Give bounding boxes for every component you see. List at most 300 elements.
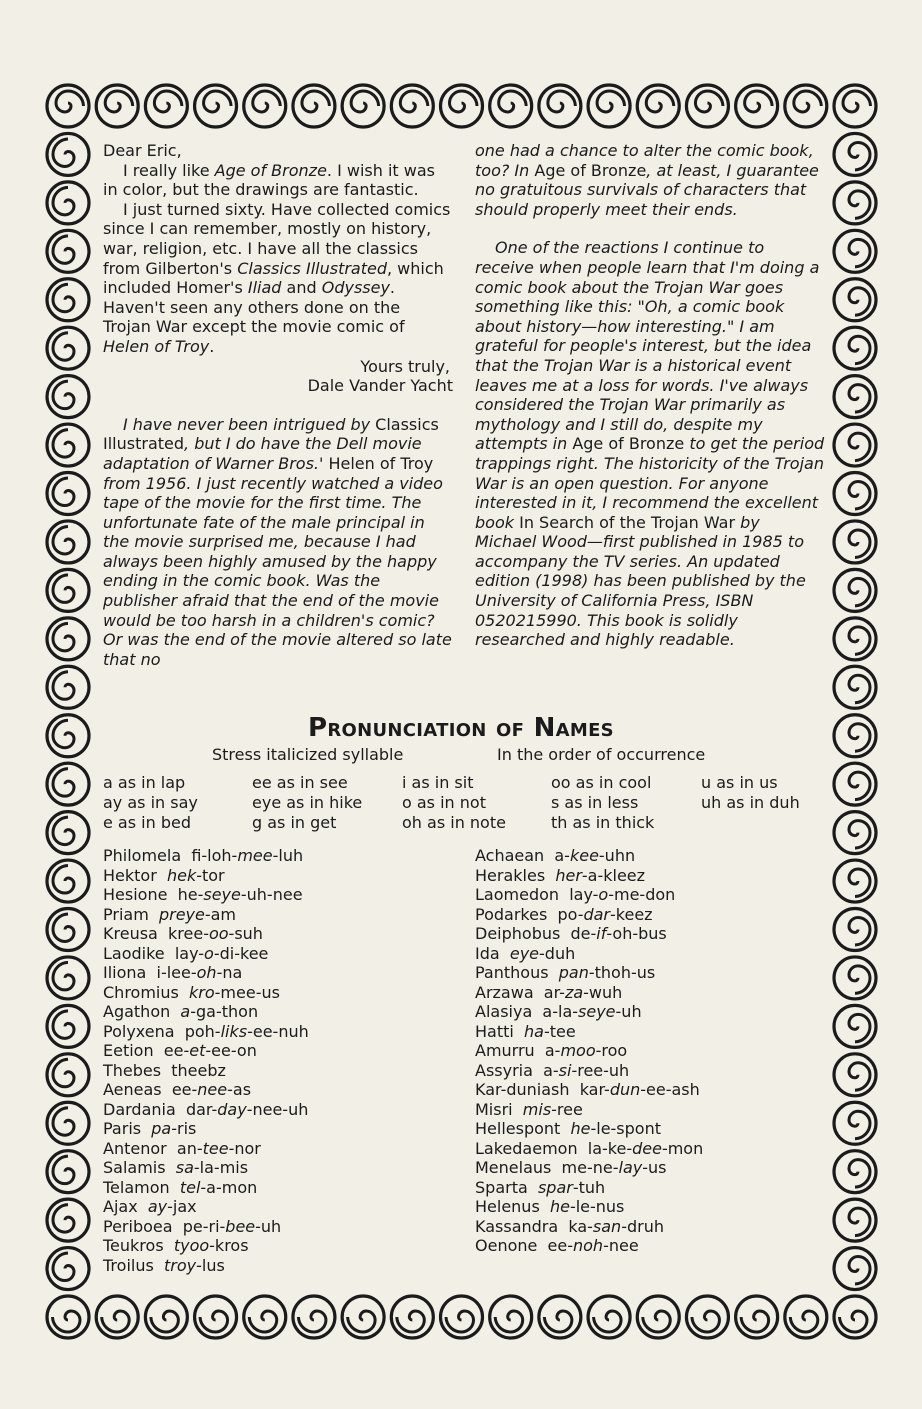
syllable: -la-mis: [193, 1158, 249, 1177]
name-word: Oenone: [475, 1236, 548, 1255]
syllable: -druh: [621, 1216, 664, 1236]
spiral-ornament: [47, 860, 89, 902]
syllable: -mee-us: [214, 982, 280, 1002]
name-word: Thebes: [103, 1060, 172, 1080]
reader-letter: [103, 141, 453, 669]
syllable: a-la-: [542, 1002, 579, 1021]
syllable: -ee-nuh: [247, 1021, 309, 1041]
name-entry: [103, 1178, 309, 1198]
stressed-syllable: dee: [632, 1138, 662, 1158]
stressed-syllable: o: [204, 943, 214, 963]
name-word: Herakles: [475, 865, 556, 885]
spiral-ornament: [736, 85, 778, 127]
syllable: -thoh-us: [588, 963, 656, 982]
key-item: i as in sit: [402, 773, 474, 792]
spiral-ornament: [145, 1296, 187, 1338]
syllable: de-: [570, 924, 597, 943]
spiral-ornament: [47, 666, 89, 708]
spiral-ornament: [244, 85, 286, 127]
name-word: Agathon: [103, 1002, 181, 1021]
stressed-syllable: bee: [225, 1216, 256, 1236]
spiral-ornament: [293, 1296, 335, 1338]
name-entry: [475, 983, 703, 1003]
spiral-ornament: [47, 85, 89, 127]
spiral-ornament: [834, 327, 876, 369]
stressed-syllable: eye: [509, 943, 540, 963]
stressed-syllable: lay: [618, 1158, 643, 1177]
syllable: -tor: [196, 865, 225, 885]
name-entry: [103, 1061, 309, 1081]
syllable: -uh-nee: [240, 885, 303, 904]
spiral-ornament: [834, 1102, 876, 1144]
key-item: ay as in say: [103, 793, 198, 812]
key-column-5: [701, 773, 800, 813]
spiral-ornament: [834, 763, 876, 805]
name-word: Dardania: [103, 1099, 186, 1119]
stressed-syllable: mis: [522, 1099, 552, 1119]
name-word: Periboea: [103, 1216, 183, 1236]
spiral-ornament: [834, 860, 876, 902]
syllable: -uh: [255, 1216, 282, 1236]
name-entry: [475, 1002, 703, 1022]
name-word: Helenus: [475, 1197, 550, 1216]
syllable: poh-: [184, 1021, 221, 1041]
key-column-3: [402, 773, 506, 833]
name-entry: [475, 924, 703, 944]
spiral-ornament: [47, 230, 89, 272]
stressed-syllable: a: [180, 1002, 191, 1021]
syllable: a-: [544, 1041, 561, 1060]
order-note: In the order of occurrence: [497, 745, 706, 764]
spiral-ornament: [834, 133, 876, 175]
reply-paragraph-1-continued: one had a chance to alter the comic book, too? In Age of Bronze, at least, I guarantee no gratuitous survivals of characters that should properly meet their ends.: [475, 141, 819, 219]
spiral-ornament: [834, 666, 876, 708]
syllable: -le-nus: [569, 1197, 625, 1216]
name-word: Kar-duniash: [475, 1080, 580, 1099]
spiral-ornament: [834, 1151, 876, 1193]
spiral-ornament: [785, 1296, 827, 1338]
spiral-ornament: [47, 1054, 89, 1096]
spiral-ornament: [47, 1102, 89, 1144]
spiral-ornament: [686, 85, 728, 127]
syllable: -tee: [543, 1021, 576, 1041]
name-word: Teukros: [103, 1236, 174, 1255]
syllable: -as: [227, 1080, 252, 1099]
spiral-ornament: [391, 85, 433, 127]
name-word: Laomedon: [475, 885, 570, 904]
syllable: -tuh: [572, 1177, 606, 1197]
stressed-syllable: et: [189, 1041, 206, 1060]
name-word: Amurru: [475, 1041, 545, 1060]
spiral-ornament: [834, 376, 876, 418]
name-word: Eetion: [103, 1041, 164, 1060]
syllable: theebz: [171, 1060, 226, 1080]
spiral-ornament: [834, 1054, 876, 1096]
name-entry: [475, 1100, 703, 1120]
stressed-syllable: noh: [573, 1236, 604, 1255]
syllable: he-: [177, 885, 204, 904]
spiral-ornament: [834, 182, 876, 224]
spiral-ornament: [47, 473, 89, 515]
syllable: -am: [204, 904, 237, 924]
stressed-syllable: seye: [578, 1002, 616, 1021]
key-column-1: [103, 773, 198, 833]
stressed-syllable: tel: [179, 1177, 201, 1197]
syllable: -jax: [167, 1197, 197, 1216]
name-entry: [103, 963, 309, 983]
name-word: Lakedaemon: [475, 1138, 588, 1158]
name-word: Chromius: [103, 982, 190, 1002]
syllable: -duh: [539, 943, 576, 963]
syllable: -us: [642, 1158, 667, 1177]
stressed-syllable: pa: [151, 1119, 172, 1138]
stressed-syllable: dar: [583, 904, 611, 924]
stressed-syllable: kee: [569, 846, 599, 865]
spiral-ornament: [195, 1296, 237, 1338]
spiral-ornament: [637, 1296, 679, 1338]
syllable: dar-: [185, 1099, 218, 1119]
key-item: a as in lap: [103, 773, 186, 792]
syllable: ar-: [543, 982, 565, 1002]
spiral-ornament: [195, 85, 237, 127]
spiral-ornament: [834, 230, 876, 272]
name-word: Sparta: [475, 1177, 538, 1197]
name-entry: [103, 846, 309, 866]
spiral-ornament: [342, 1296, 384, 1338]
name-word: Ajax: [103, 1197, 148, 1216]
syllable: -ga-thon: [190, 1002, 259, 1021]
letter-salutation: Dear Eric,: [103, 141, 182, 160]
syllable: lay-: [174, 943, 205, 963]
syllable: -luh: [272, 846, 304, 865]
name-word: Arzawa: [475, 982, 544, 1002]
syllable: -ris: [171, 1119, 197, 1138]
name-entry: [475, 905, 703, 925]
syllable: -nor: [228, 1138, 261, 1158]
spiral-ornament: [588, 85, 630, 127]
name-word: Misri: [475, 1099, 523, 1119]
name-entry: [475, 885, 703, 905]
stressed-syllable: ay: [147, 1197, 168, 1216]
stressed-syllable: ha: [524, 1021, 544, 1041]
spiral-ornament: [834, 957, 876, 999]
key-item: ee as in see: [252, 773, 348, 792]
spiral-ornament: [834, 1199, 876, 1241]
spiral-ornament: [47, 376, 89, 418]
spiral-ornament: [47, 957, 89, 999]
name-entry: [103, 924, 309, 944]
key-item: u as in us: [701, 773, 778, 792]
name-word: Kassandra: [475, 1216, 569, 1236]
name-entry: [475, 1022, 703, 1042]
spiral-ornament: [637, 85, 679, 127]
name-word: Hesione: [103, 885, 178, 904]
syllable: po-: [557, 904, 584, 924]
key-item: s as in less: [551, 793, 639, 812]
spiral-ornament: [539, 85, 581, 127]
stressed-syllable: tyoo: [173, 1236, 210, 1255]
name-word: Laodike: [103, 943, 175, 963]
stressed-syllable: preye: [158, 904, 205, 924]
syllable: a-: [554, 846, 570, 865]
name-entry: [475, 1236, 703, 1256]
syllable: -keez: [610, 904, 653, 924]
spiral-ornament: [834, 521, 876, 563]
spiral-ornament: [785, 85, 827, 127]
spiral-ornament: [834, 569, 876, 611]
syllable: kar-: [579, 1080, 610, 1099]
syllable: ka-: [568, 1216, 593, 1236]
spiral-ornament: [834, 908, 876, 950]
syllable: lay-: [569, 885, 599, 904]
key-item: th as in thick: [551, 813, 655, 832]
key-column-2: [252, 773, 362, 833]
name-word: Menelaus: [475, 1158, 562, 1177]
syllable: -mon: [661, 1138, 704, 1158]
key-item: e as in bed: [103, 813, 191, 832]
syllable: -uh: [615, 1002, 642, 1021]
name-entry: [103, 1256, 309, 1276]
spiral-ornament: [47, 1296, 89, 1338]
stressed-syllable: her: [555, 865, 582, 885]
syllable: -ree-uh: [571, 1060, 630, 1080]
syllable: -a-kleez: [581, 865, 646, 885]
syllable: -lus: [196, 1255, 225, 1275]
reply-paragraph-1: I have never been intrigued by Classics Illustrated, but I do have the Dell movie adaptation of Warner Bros.' Helen of Troy from 1956. I just recently watched a video tape of the movie for the first time. The unfortunate fate of the male principal in the movie surprised me, because I had always been highly amused by the happy ending in the comic book. Was the publisher afraid that the end of the movie would be too harsh in a children's comic? Or was the end of the movie altered so late that no: [103, 414, 452, 669]
letter-paragraph-2: I just turned sixty. Have collected comics since I can remember, mostly on history, war, religion, etc. I have all the classics from Gilberton's Classics Illustrated, which included Homer's Iliad and Odyssey. Haven't seen any others done on the Trojan War except the movie comic of Helen of Troy.: [103, 199, 451, 356]
stressed-syllable: hek: [166, 865, 197, 885]
name-word: Priam: [103, 904, 159, 924]
name-word: Salamis: [103, 1158, 176, 1177]
name-entry: [103, 1217, 309, 1237]
stressed-syllable: spar: [537, 1177, 573, 1197]
key-item: oh as in note: [402, 813, 506, 832]
name-entry: [475, 1119, 703, 1139]
spiral-ornament: [293, 85, 335, 127]
spiral-ornament: [736, 1296, 778, 1338]
stressed-syllable: if: [596, 924, 607, 943]
names-list-left: [103, 846, 309, 1275]
name-entry: [103, 1100, 309, 1120]
key-item: eye as in hike: [252, 793, 363, 812]
spiral-ornament: [490, 1296, 532, 1338]
name-entry: [103, 1236, 309, 1256]
spiral-ornament: [47, 1005, 89, 1047]
syllable: -di-kee: [213, 943, 269, 963]
syllable: -wuh: [583, 982, 623, 1002]
name-entry: [475, 866, 703, 886]
spiral-ornament: [47, 182, 89, 224]
name-entry: [103, 944, 309, 964]
name-entry: [475, 963, 703, 983]
name-word: Hatti: [475, 1021, 524, 1041]
name-entry: [103, 1158, 309, 1178]
name-entry: [103, 1002, 309, 1022]
spiral-ornament: [588, 1296, 630, 1338]
spiral-ornament: [834, 1296, 876, 1338]
spiral-ornament: [686, 1296, 728, 1338]
spiral-ornament: [47, 618, 89, 660]
syllable: -a-mon: [200, 1177, 258, 1197]
syllable: la-ke-: [587, 1138, 633, 1158]
name-word: Achaean: [475, 846, 555, 865]
stressed-syllable: pan: [558, 963, 589, 982]
name-entry: [103, 885, 309, 905]
spiral-ornament: [539, 1296, 581, 1338]
spiral-ornament: [441, 1296, 483, 1338]
syllable: -roo: [595, 1041, 628, 1060]
name-entry: [103, 1119, 309, 1139]
name-entry: [475, 1158, 703, 1178]
name-entry: [103, 1022, 309, 1042]
stressed-syllable: oh: [196, 963, 217, 982]
name-entry: [103, 1139, 309, 1159]
syllable: an-: [176, 1138, 203, 1158]
stressed-syllable: san: [592, 1216, 622, 1236]
spiral-ornament: [834, 424, 876, 466]
key-item: uh as in duh: [701, 793, 800, 812]
name-entry: [103, 1041, 309, 1061]
syllable: kree-: [168, 924, 209, 943]
syllable: ee-: [547, 1236, 573, 1255]
reply-paragraph-2: One of the reactions I continue to receive when people learn that I'm doing a comic book about the Trojan War goes something like this: "Oh, a comic book about history—how interesting." I am grateful for people's interest, but the idea that the Trojan War is a historical event leaves me at a loss for words. I've always considered the Trojan War primarily as mythology and I still do, despite my attempts in Age of Bronze to get the period trappings right. The historicity of the Trojan War is an open question. For anyone interested in it, I recommend the excellent book In Search of the Trojan War by Michael Wood—first published in 1985 to accompany the TV series. An updated edition (1998) has been published by the University of California Press, ISBN 0520215990. This book is solidly researched and highly readable.: [475, 238, 825, 650]
name-word: Podarkes: [475, 904, 558, 924]
syllable: -uhn: [598, 846, 636, 865]
spiral-ornament: [96, 1296, 138, 1338]
letter-paragraph-1: I really like Age of Bronze. I wish it was in color, but the drawings are fantastic.: [103, 160, 436, 200]
spiral-ornament: [96, 85, 138, 127]
syllable: pe-ri-: [182, 1216, 226, 1236]
spiral-ornament: [47, 279, 89, 321]
key-column-4: [551, 773, 654, 833]
names-list-right: [475, 846, 703, 1256]
spiral-ornament: [47, 327, 89, 369]
spiral-ornament: [47, 1199, 89, 1241]
name-entry: [103, 1080, 309, 1100]
spiral-ornament: [834, 1005, 876, 1047]
spiral-ornament: [834, 473, 876, 515]
spiral-ornament: [834, 812, 876, 854]
stressed-syllable: tee: [202, 1138, 229, 1158]
spiral-ornament: [244, 1296, 286, 1338]
stressed-syllable: za: [564, 982, 584, 1002]
name-word: Deiphobus: [475, 924, 571, 943]
syllable: i-lee-: [156, 963, 197, 982]
spiral-ornament: [47, 424, 89, 466]
stressed-syllable: day: [217, 1099, 247, 1119]
name-word: Antenor: [103, 1138, 177, 1158]
syllable: ee-: [163, 1041, 190, 1060]
stressed-syllable: moo: [560, 1041, 596, 1060]
name-word: Hektor: [103, 865, 167, 885]
syllable: -le-spont: [590, 1119, 661, 1138]
spiral-ornament: [47, 908, 89, 950]
spiral-ornament: [47, 763, 89, 805]
letter-closing: Yours truly,: [360, 356, 450, 376]
stressed-syllable: dun: [609, 1080, 641, 1099]
name-entry: [103, 866, 309, 886]
spiral-ornament: [47, 1248, 89, 1290]
name-entry: [475, 1217, 703, 1237]
name-word: Panthous: [475, 963, 559, 982]
name-entry: [475, 1041, 703, 1061]
syllable: -oh-bus: [606, 924, 667, 943]
stressed-syllable: kro: [189, 982, 215, 1002]
syllable: ee-: [171, 1080, 198, 1099]
name-word: Alasiya: [475, 1002, 543, 1021]
name-entry: [475, 1061, 703, 1081]
name-word: Assyria: [475, 1060, 544, 1080]
name-entry: [475, 1080, 703, 1100]
stressed-syllable: o: [598, 885, 609, 904]
key-item: o as in not: [402, 793, 486, 812]
spiral-ornament: [47, 521, 89, 563]
syllable: fi-loh-: [191, 846, 238, 865]
spiral-ornament: [47, 569, 89, 611]
name-word: Iliona: [103, 963, 157, 982]
name-word: Ida: [475, 943, 510, 963]
name-entry: [475, 1178, 703, 1198]
stressed-syllable: seye: [203, 885, 241, 904]
spiral-ornament: [490, 85, 532, 127]
syllable: -ee-ash: [640, 1080, 700, 1099]
name-entry: [475, 1197, 703, 1217]
name-word: Aeneas: [103, 1080, 172, 1099]
letter-signature: Dale Vander Yacht: [307, 376, 453, 396]
name-entry: [475, 1139, 703, 1159]
syllable: me-ne-: [561, 1158, 619, 1177]
stressed-syllable: si: [558, 1060, 572, 1080]
key-item: oo as in cool: [551, 773, 652, 792]
stress-note: Stress italicized syllable: [212, 745, 404, 764]
spiral-ornament: [342, 85, 384, 127]
stressed-syllable: oo: [208, 924, 229, 943]
name-word: Telamon: [103, 1177, 180, 1197]
stressed-syllable: sa: [175, 1158, 194, 1177]
spiral-ornament: [834, 1248, 876, 1290]
spiral-ornament: [834, 85, 876, 127]
stressed-syllable: troy: [163, 1255, 197, 1275]
key-item: g as in get: [252, 813, 337, 832]
name-entry: [103, 983, 309, 1003]
name-entry: [103, 905, 309, 925]
spiral-ornament: [47, 133, 89, 175]
syllable: -me-don: [608, 885, 676, 904]
name-word: Kreusa: [103, 924, 169, 943]
pronunciation-title: Pronunciation of Names: [308, 713, 614, 743]
stressed-syllable: mee: [237, 846, 273, 865]
editor-reply: [475, 141, 825, 650]
name-entry: [475, 944, 703, 964]
name-word: Hellespont: [475, 1119, 571, 1138]
spiral-ornament: [47, 812, 89, 854]
name-word: Philomela: [103, 846, 192, 865]
spiral-ornament: [47, 1151, 89, 1193]
syllable: -nee-uh: [246, 1099, 309, 1119]
syllable: -nee: [603, 1236, 639, 1255]
spiral-ornament: [145, 85, 187, 127]
syllable: -na: [216, 963, 243, 982]
syllable: -kros: [209, 1236, 249, 1255]
name-word: Troilus: [103, 1255, 164, 1275]
syllable: -suh: [228, 924, 263, 943]
name-word: Paris: [103, 1119, 152, 1138]
name-word: Polyxena: [103, 1021, 185, 1041]
syllable: a-: [543, 1060, 559, 1080]
spiral-ornament: [391, 1296, 433, 1338]
spiral-ornament: [834, 279, 876, 321]
stressed-syllable: liks: [220, 1021, 248, 1041]
